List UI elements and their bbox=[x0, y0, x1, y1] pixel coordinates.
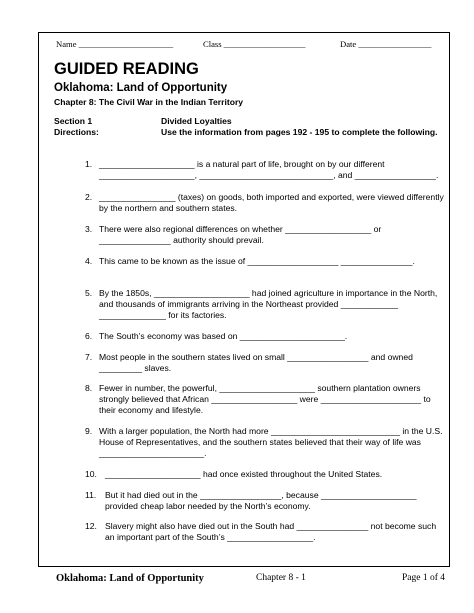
question-text[interactable]: Most people in the southern states lived on small _________________ and owned _________ slaves. bbox=[99, 352, 413, 373]
question-number: 10. bbox=[85, 469, 97, 479]
chapter-heading: Chapter 8: The Civil War in the Indian Territory bbox=[54, 97, 244, 107]
question-number: 9. bbox=[85, 426, 93, 436]
question-text[interactable]: But it had died out in the _________________, because ____________________ provided cheap labor needed by the North’s economy. bbox=[105, 490, 417, 511]
question-number: 3. bbox=[85, 224, 93, 234]
question-text[interactable]: Slavery might also have died out in the South had _______________ not become such an important part of the South’s __________________. bbox=[105, 521, 437, 542]
question-number: 1. bbox=[85, 159, 93, 169]
question-item bbox=[85, 352, 445, 374]
question-item bbox=[85, 288, 445, 321]
section-title: Divided Loyalties bbox=[161, 116, 232, 126]
question-number: 12. bbox=[85, 521, 97, 531]
name-field[interactable]: Name ______________________ bbox=[56, 39, 174, 49]
question-item bbox=[85, 490, 445, 512]
book-subtitle: Oklahoma: Land of Opportunity bbox=[54, 82, 228, 94]
question-item bbox=[85, 256, 445, 267]
question-text[interactable]: With a larger population, the North had more ___________________________ in the U.S. House of Representatives, and the southern states believed that their way of life was ______________________. bbox=[99, 426, 443, 458]
question-number: 5. bbox=[85, 288, 93, 298]
page-title: GUIDED READING bbox=[54, 60, 199, 78]
question-item bbox=[85, 224, 445, 246]
directions-label: Directions: bbox=[54, 127, 99, 137]
question-text[interactable]: There were also regional differences on whether __________________ or _______________ authority should prevail. bbox=[99, 224, 382, 245]
question-item bbox=[85, 192, 445, 214]
footer-chapter: Chapter 8 - 1 bbox=[256, 573, 306, 583]
date-field[interactable]: Date _________________ bbox=[340, 39, 432, 49]
question-text[interactable]: The South’s economy was based on ______________________. bbox=[99, 331, 348, 341]
question-text[interactable]: ____________________ had once existed throughout the United States. bbox=[105, 469, 383, 479]
question-text[interactable]: By the 1850s, ____________________ had joined agriculture in importance in the North, and thousands of immigrants arriving in the Northeast provided ____________ ______________ for its factories. bbox=[99, 288, 438, 320]
question-text[interactable]: ________________ (taxes) on goods, both imported and exported, were viewed differently by the northern and southern states. bbox=[99, 192, 444, 213]
question-item bbox=[85, 426, 445, 459]
section-label: Section 1 bbox=[54, 116, 93, 126]
footer-page-number: Page 1 of 4 bbox=[402, 573, 446, 583]
question-number: 7. bbox=[85, 352, 93, 362]
question-number: 6. bbox=[85, 331, 93, 341]
question-item bbox=[85, 521, 445, 543]
question-text[interactable]: ____________________ is a natural part of life, brought on by our different ____________________, ____________________________, and _________________. bbox=[99, 159, 439, 180]
class-field[interactable]: Class ___________________ bbox=[203, 39, 306, 49]
question-number: 8. bbox=[85, 383, 93, 393]
question-number: 2. bbox=[85, 192, 93, 202]
question-text[interactable]: Fewer in number, the powerful, ____________________ southern plantation owners strongly believed that African __________________ were _____________________ to their economy and lifestyle. bbox=[99, 383, 431, 415]
question-number: 11. bbox=[85, 490, 97, 500]
question-text[interactable]: This came to be known as the issue of ___________________ _______________. bbox=[99, 256, 415, 266]
question-item bbox=[85, 159, 445, 181]
question-item bbox=[85, 469, 445, 480]
question-number: 4. bbox=[85, 256, 93, 266]
question-item bbox=[85, 331, 445, 342]
directions-text: Use the information from pages 192 - 195 to complete the following. bbox=[161, 127, 438, 137]
question-item bbox=[85, 383, 445, 416]
footer-book-title: Oklahoma: Land of Opportunity bbox=[56, 573, 204, 584]
